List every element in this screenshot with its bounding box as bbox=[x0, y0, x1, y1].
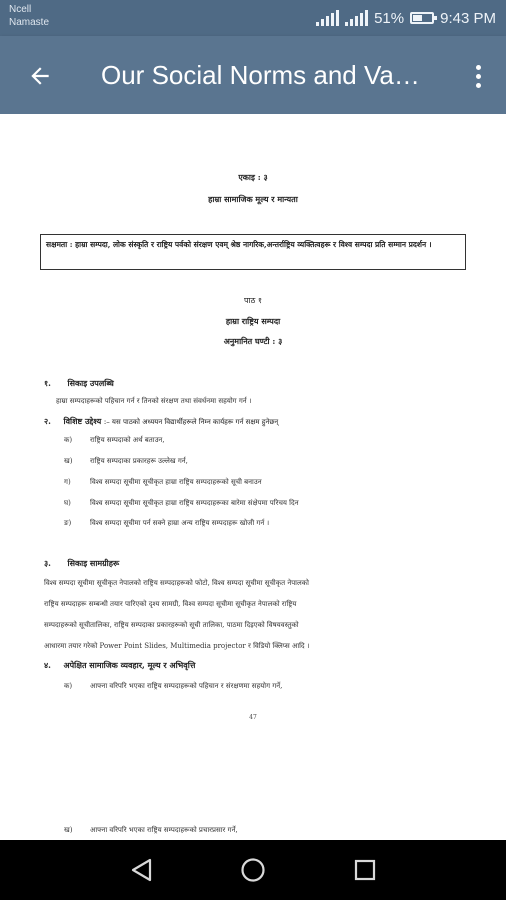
status-bar bbox=[0, 0, 506, 36]
more-vert-icon bbox=[476, 65, 481, 70]
list-item: ख) आफ्ना वरिपरि भएका राष्ट्रिय सम्पदाहरूको प्रचारप्रसार गर्ने, bbox=[64, 826, 238, 834]
more-options-button[interactable] bbox=[466, 58, 490, 94]
list-item: क) आफ्ना वरिपरि भएका राष्ट्रिय सम्पदाहरूको पहिचान र संरक्षणमा सहयोग गर्ने, bbox=[64, 682, 283, 690]
nav-back-button[interactable] bbox=[122, 850, 162, 890]
signal-icon-2 bbox=[345, 10, 368, 26]
nav-home-button[interactable] bbox=[233, 850, 273, 890]
unit-heading: एकाइ : ३ bbox=[238, 172, 268, 182]
page-number: 47 bbox=[249, 714, 257, 721]
objective-box: सक्षमता : हाम्रा सम्पदा, लोक संस्कृति र राष्ट्रिय पर्वको संरक्षण एवम् श्रेष्ठ नागरिक,अन्तर्राष्ट्रिय व्यक्तित्वहरू र विश्व सम्पदा प्रति सम्मान प्रदर्शन । bbox=[40, 234, 466, 270]
nav-back-icon bbox=[129, 857, 155, 883]
app-bar bbox=[0, 36, 506, 114]
list-item: घ) विश्व सम्पदा सूचीमा सूचीकृत हाम्रा राष्ट्रिय सम्पदाहरूका बारेमा संक्षेपमा परिचय दिन bbox=[64, 499, 299, 507]
list-item: ग) विश्व सम्पदा सूचीमा सूचीकृत हाम्रा राष्ट्रिय सम्पदाहरूको सूची बनाउन bbox=[64, 478, 262, 486]
document-page[interactable] bbox=[0, 114, 506, 840]
arrow-back-icon bbox=[27, 63, 53, 89]
battery-percent: 51% bbox=[374, 9, 405, 27]
list-item: क) राष्ट्रिय सम्पदाको अर्थ बताउन, bbox=[64, 436, 165, 444]
lesson-title: हाम्रा राष्ट्रिय सम्पदा bbox=[225, 316, 281, 326]
section-4-heading: ४. अपेक्षित सामाजिक व्यवहार, मूल्य र अभिवृत्ति bbox=[44, 660, 196, 670]
section-3-line: सम्पदाहरूको सूचीतालिका, राष्ट्रिय सम्पदाका प्रकारहरूको सूची तालिका, पाठमा दिइएको विषयवस्तुको bbox=[44, 621, 299, 629]
signal-icon bbox=[316, 10, 339, 26]
section-3-line: विश्व सम्पदा सूचीमा सूचीकृत नेपालको राष्ट्रिय सम्पदाहरूको फोटो, विश्व सम्पदा सूचीमा सूचीकृत नेपालको bbox=[44, 579, 309, 587]
battery-icon bbox=[410, 12, 434, 24]
lesson-heading: पाठ १ bbox=[244, 296, 262, 305]
section-1-line: हाम्रा सम्पदाहरूको पहिचान गर्न र तिनको संरक्षण तथा संवर्धनमा सहयोग गर्न । bbox=[56, 397, 252, 405]
navigation-bar bbox=[0, 840, 506, 900]
estimated-periods: अनुमानित घण्टी : ३ bbox=[223, 336, 283, 346]
section-1-heading: १. सिकाइ उपलब्धि bbox=[44, 378, 114, 388]
section-3-line: राष्ट्रिय सम्पदाहरू सम्बन्धी तयार पारिएको दृश्य सामग्री, विश्व सम्पदा सूचीमा सूचीकृत नेपालको राष्ट्रिय bbox=[44, 600, 297, 608]
nav-home-icon bbox=[239, 856, 267, 884]
carrier-line-2: Namaste bbox=[9, 17, 50, 28]
carrier-line-1: Ncell bbox=[9, 4, 32, 15]
nav-recents-button[interactable] bbox=[345, 850, 385, 890]
section-3-heading: ३. सिकाइ सामग्रीहरू bbox=[44, 558, 120, 568]
back-button[interactable] bbox=[20, 56, 60, 96]
section-3-line: आधारमा तयार गरेको Power Point Slides, Multimedia projector र विडियो क्लिप्स आदि । bbox=[44, 642, 310, 650]
clock: 9:43 PM bbox=[440, 9, 496, 27]
unit-title: हाम्रा सामाजिक मूल्य र मान्यता bbox=[208, 194, 298, 204]
page-title: Our Social Norms and Va… bbox=[101, 60, 420, 90]
carrier-name bbox=[9, 3, 49, 29]
status-icons bbox=[316, 7, 496, 29]
section-2-heading: २. विशिष्ट उद्देश्य :– यस पाठको अध्ययन विद्यार्थीहरूले निम्न कार्यहरू गर्न सक्षम हुनेछन् bbox=[44, 416, 279, 426]
nav-recents-icon bbox=[353, 858, 377, 882]
list-item: ख) राष्ट्रिय सम्पदाका प्रकारहरू उल्लेख गर्न, bbox=[64, 457, 188, 465]
list-item: ङ) विश्व सम्पदा सूचीमा पर्न सक्ने हाम्रा अन्य राष्ट्रिय सम्पदाहरू खोजी गर्न । bbox=[64, 519, 270, 527]
